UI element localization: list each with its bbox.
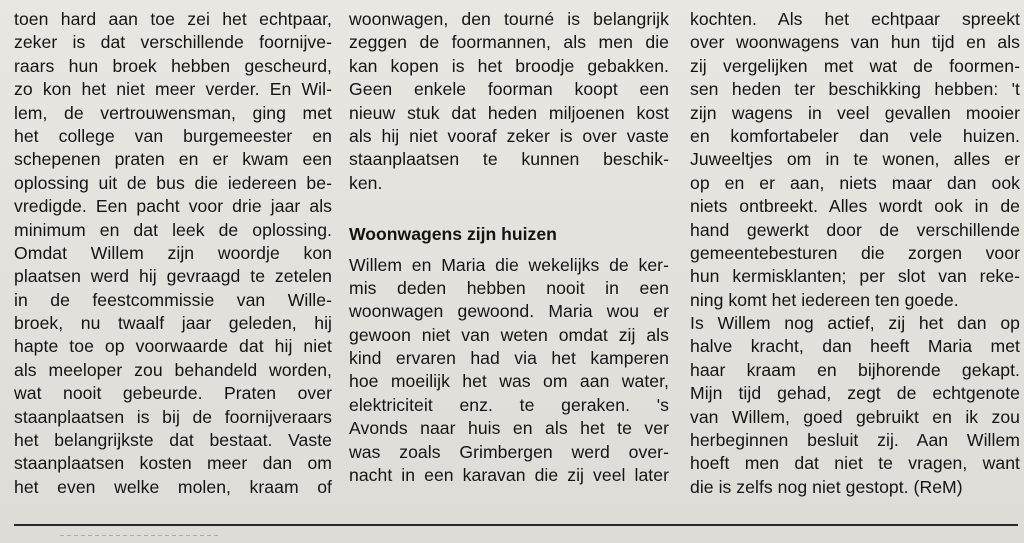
text-line: zijn wagens in veel gevallen mooier xyxy=(690,102,1020,123)
text-line: wat nooit gebeurde. Praten over xyxy=(14,383,332,404)
text-line: hoe moeilijk het was om aan water, xyxy=(349,371,669,392)
paragraph-gap xyxy=(349,195,669,218)
text-line: die is zelfs nog niet gestopt. (ReM) xyxy=(690,476,963,497)
text-line: als hij niet vooraf zeker is over vaste xyxy=(349,125,669,146)
text-line: plaatsen werd hij gevraagd te zetelen xyxy=(14,266,332,287)
text-line: het belangrijkste dat bestaat. Vaste xyxy=(14,430,332,451)
text-line: zeker is dat verschillende foornijve- xyxy=(14,32,332,53)
text-line: vredigde. Een pacht voor drie jaar als xyxy=(14,196,332,217)
text-line: nacht in een karavan die zij veel later xyxy=(349,465,669,486)
text-line: kochten. Als het echtpaar spreekt xyxy=(690,9,1020,29)
text-line: minimum en dat leek de oplossing. xyxy=(14,219,332,240)
text-line: raars hun broek hebben gescheurd, xyxy=(14,55,332,76)
text-line: Omdat Willem zijn woordje kon xyxy=(14,242,332,263)
text-line: hand gewerkt door de verschillende xyxy=(690,219,1020,240)
text-line: als meeloper zou behandeld worden, xyxy=(14,359,332,380)
text-line: Juweeltjes om in te wonen, alles er xyxy=(690,149,1020,170)
text-line: herbeginnen besluit zij. Aan Willem xyxy=(690,430,1020,451)
text-line: kind ervaren had via het kamperen xyxy=(349,348,669,369)
text-line: over woonwagens van hun tijd en als xyxy=(690,32,1020,53)
article-column-2 xyxy=(349,8,669,487)
text-line: Mijn tijd gehad, zegt de echtgenote xyxy=(690,383,1020,404)
text-line: hun kermisklanten; per slot van reke- xyxy=(690,266,1020,287)
text-line: zeggen de foormannen, als men die xyxy=(349,32,669,53)
text-line: het even welke molen, kraam of xyxy=(14,476,332,497)
text-line: haar kraam en bijhorende gekapt. xyxy=(690,359,1020,380)
bottom-divider xyxy=(14,524,1018,526)
text-line: gewoon niet van weten omdat zij als xyxy=(349,324,669,345)
text-line: ning komt het iedereen ten goede. xyxy=(690,289,959,310)
text-line: oplossing uit de bus die iedereen be- xyxy=(14,172,332,193)
section-subheading: Woonwagens zijn huizen xyxy=(349,223,557,244)
text-line: Avonds naar huis en als het te ver xyxy=(349,418,669,439)
text-line: Geen enkele foorman koopt een xyxy=(349,79,669,100)
text-line: mis deden hebben nooit in een xyxy=(349,277,669,298)
text-line: woonwagen, den tourné is belangrijk xyxy=(349,9,669,29)
text-line: staanplaatsen kosten meer dan om xyxy=(14,453,332,474)
text-line: het college van burgemeester en xyxy=(14,125,332,146)
text-line: schepenen praten en er kwam een xyxy=(14,149,332,170)
text-line: niets ontbreekt. Alles wordt ook in de xyxy=(690,196,1020,217)
text-line: ken. xyxy=(349,172,383,193)
text-line: was zoals Grimbergen werd over- xyxy=(349,441,669,462)
text-line: van Willem, goed gebruikt en ik zou xyxy=(690,406,1020,427)
text-line: hapte toe op voorwaarde dat hij niet xyxy=(14,336,332,357)
print-smudge xyxy=(60,535,220,536)
text-line: kan kopen is het broodje gebakken. xyxy=(349,55,669,76)
text-line: hoeft men dat niet te vragen, want xyxy=(690,453,1020,474)
text-line: op en er aan, niets maar dan ook xyxy=(690,172,1020,193)
text-line: en komfortabeler dan vele huizen. xyxy=(690,125,1020,146)
text-line: in de feestcommissie van Wille- xyxy=(14,289,332,310)
text-line: elektriciteit enz. te geraken. 's xyxy=(349,394,669,415)
text-line: Is Willem nog actief, zij het dan op xyxy=(690,313,1020,334)
text-line: broek, nu twaalf jaar geleden, hij xyxy=(14,313,332,334)
text-line: staanplaatsen te kunnen beschik- xyxy=(349,149,669,170)
text-line: lem, de vertrouwensman, ging met xyxy=(14,102,332,123)
text-line: toen hard aan toe zei het echtpaar, xyxy=(14,9,332,29)
text-line: zo kon het niet meer verder. En Wil- xyxy=(14,79,332,100)
text-line: staanplaatsen is bij de foornijveraars xyxy=(14,406,332,427)
article-column-1 xyxy=(14,8,332,499)
text-line: sen heden ter beschikking hebben: 't xyxy=(690,79,1020,100)
text-line: halve kracht, dan heeft Maria met xyxy=(690,336,1020,357)
text-line: nieuw stuk dat heden miljoenen kost xyxy=(349,102,669,123)
text-line: zij vergelijken met wat de foormen- xyxy=(690,55,1020,76)
text-line: woonwagen gewoond. Maria wou er xyxy=(349,301,669,322)
article-column-3 xyxy=(690,8,1020,499)
text-line: Willem en Maria die wekelijks de ker- xyxy=(349,254,669,275)
text-line: gemeentebesturen die zorgen voor xyxy=(690,242,1020,263)
